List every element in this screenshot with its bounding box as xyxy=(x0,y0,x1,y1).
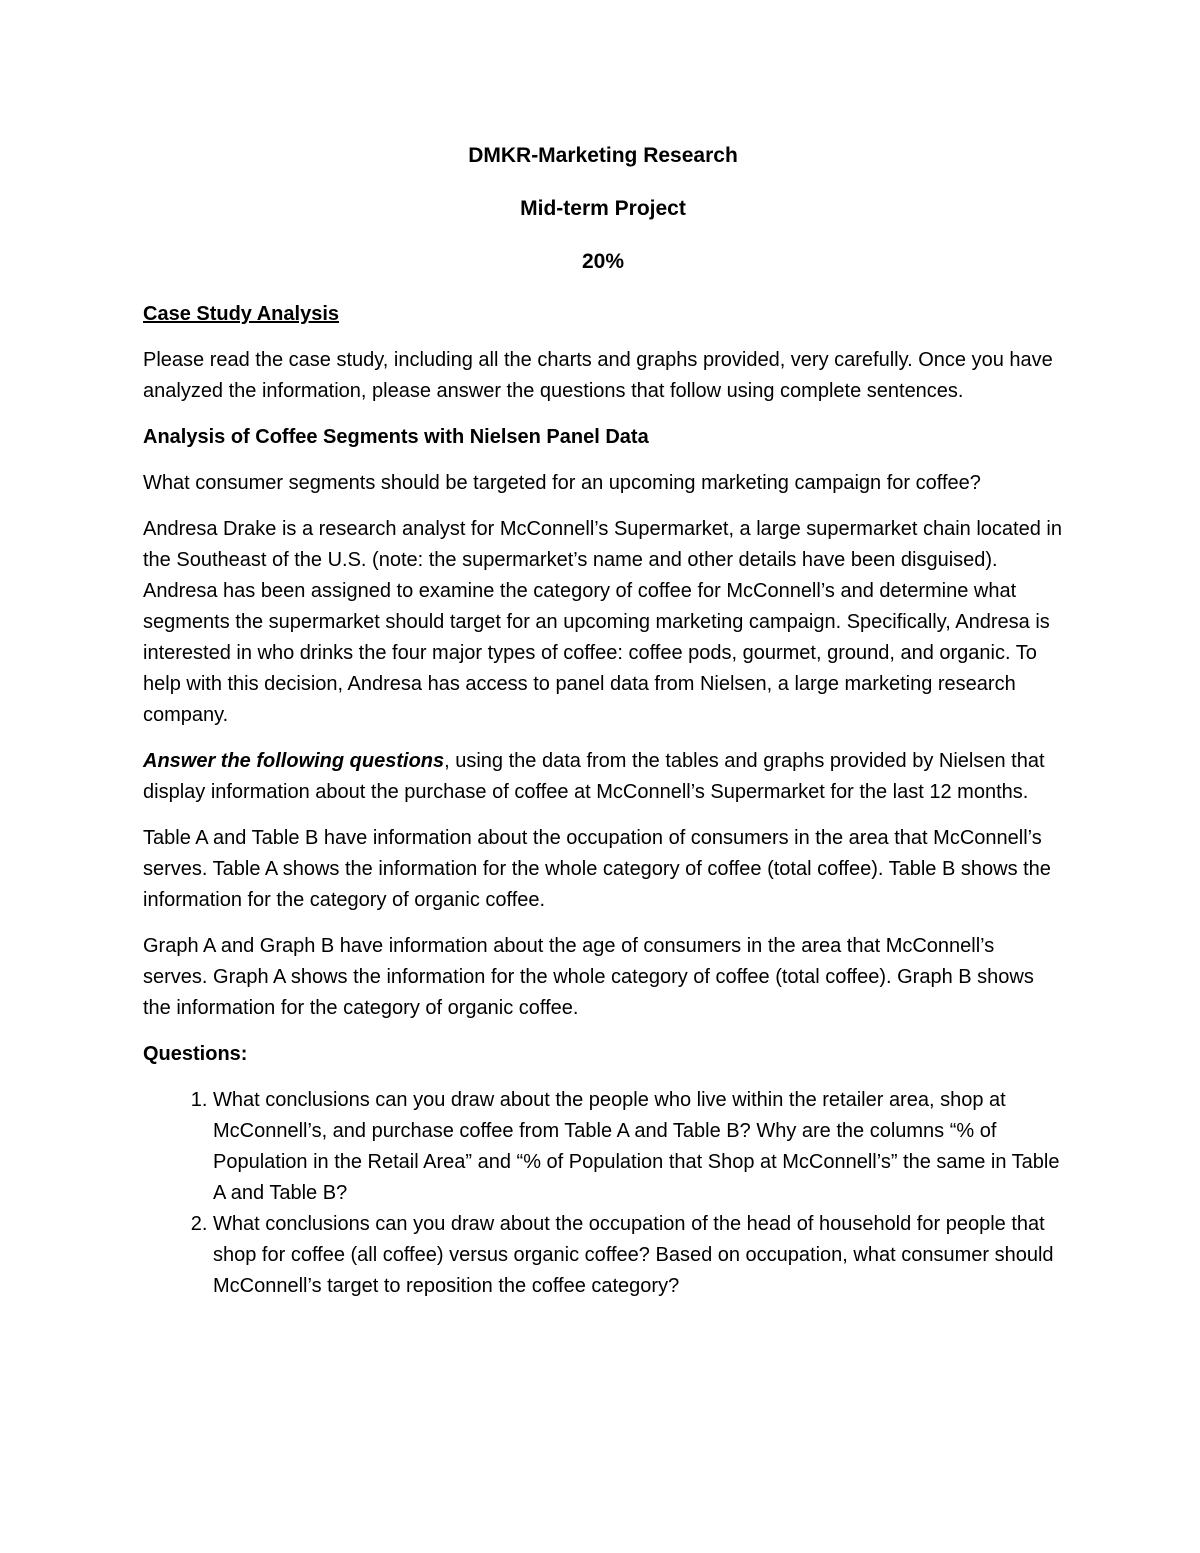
intro-paragraph: Please read the case study, including all the charts and graphs provided, very carefully. Once you have analyzed the information, please answer the questions that follow using complete sentences. xyxy=(143,349,1053,402)
answer-instruction xyxy=(143,746,1063,808)
case-study-heading: Case Study Analysis xyxy=(143,303,340,325)
answer-instruction-rest: , using the data from the tables and graphs provided by Nielsen that display information about the purchase of coffee at McConnell’s Supermarket for the last 12 months. xyxy=(143,750,1045,803)
questions-heading: Questions: xyxy=(143,1043,248,1065)
case-paragraph: Andresa Drake is a research analyst for McConnell’s Supermarket, a large supermarket chain located in the Southeast of the U.S. (note: the supermarket’s name and other details have been disguised). Andresa has been assigned to examine the category of coffee for McConnell’s and determine what segments the supermarket should target for an upcoming marketing campaign. Specifically, Andresa is interested in who drinks the four major types of coffee: coffee pods, gourmet, ground, and organic. To help with this decision, Andresa has access to panel data from Nielsen, a large marketing research company. xyxy=(143,518,1062,726)
question-item: 2. What conclusions can you draw about the occupation of the head of household for people that shop for coffee (all coffee) versus organic coffee? Based on occupation, what consumer should McConnell’s target to reposition the coffee category? xyxy=(213,1209,1063,1302)
answer-instruction-emphasis: Answer the following questions xyxy=(143,750,445,772)
analysis-heading: Analysis of Coffee Segments with Nielsen Panel Data xyxy=(143,426,649,448)
tables-paragraph: Table A and Table B have information about the occupation of consumers in the area that McConnell’s serves. Table A shows the information for the whole category of coffee (total coffee). Table B shows the information for the category of organic coffee. xyxy=(143,827,1051,911)
document-page xyxy=(143,140,1063,1302)
question-item: 1. What conclusions can you draw about the people who live within the retailer area, shop at McConnell’s, and purchase coffee from Table A and Table B? Why are the columns “% of Population in the Retail Area” and “% of Population that Shop at McConnell’s” the same in Table A and Table B? xyxy=(213,1085,1063,1209)
graphs-paragraph: Graph A and Graph B have information about the age of consumers in the area that McConnell’s serves. Graph A shows the information for the whole category of coffee (total coffee). Graph B shows the information for the category of organic coffee. xyxy=(143,935,1034,1019)
questions-list xyxy=(143,1085,1063,1302)
weight-percent: 20% xyxy=(581,250,625,273)
course-title: DMKR-Marketing Research xyxy=(468,144,738,167)
question-lead: What consumer segments should be targeted for an upcoming marketing campaign for coffee? xyxy=(143,472,981,494)
project-title: Mid-term Project xyxy=(520,197,686,220)
title-block xyxy=(143,140,1063,277)
